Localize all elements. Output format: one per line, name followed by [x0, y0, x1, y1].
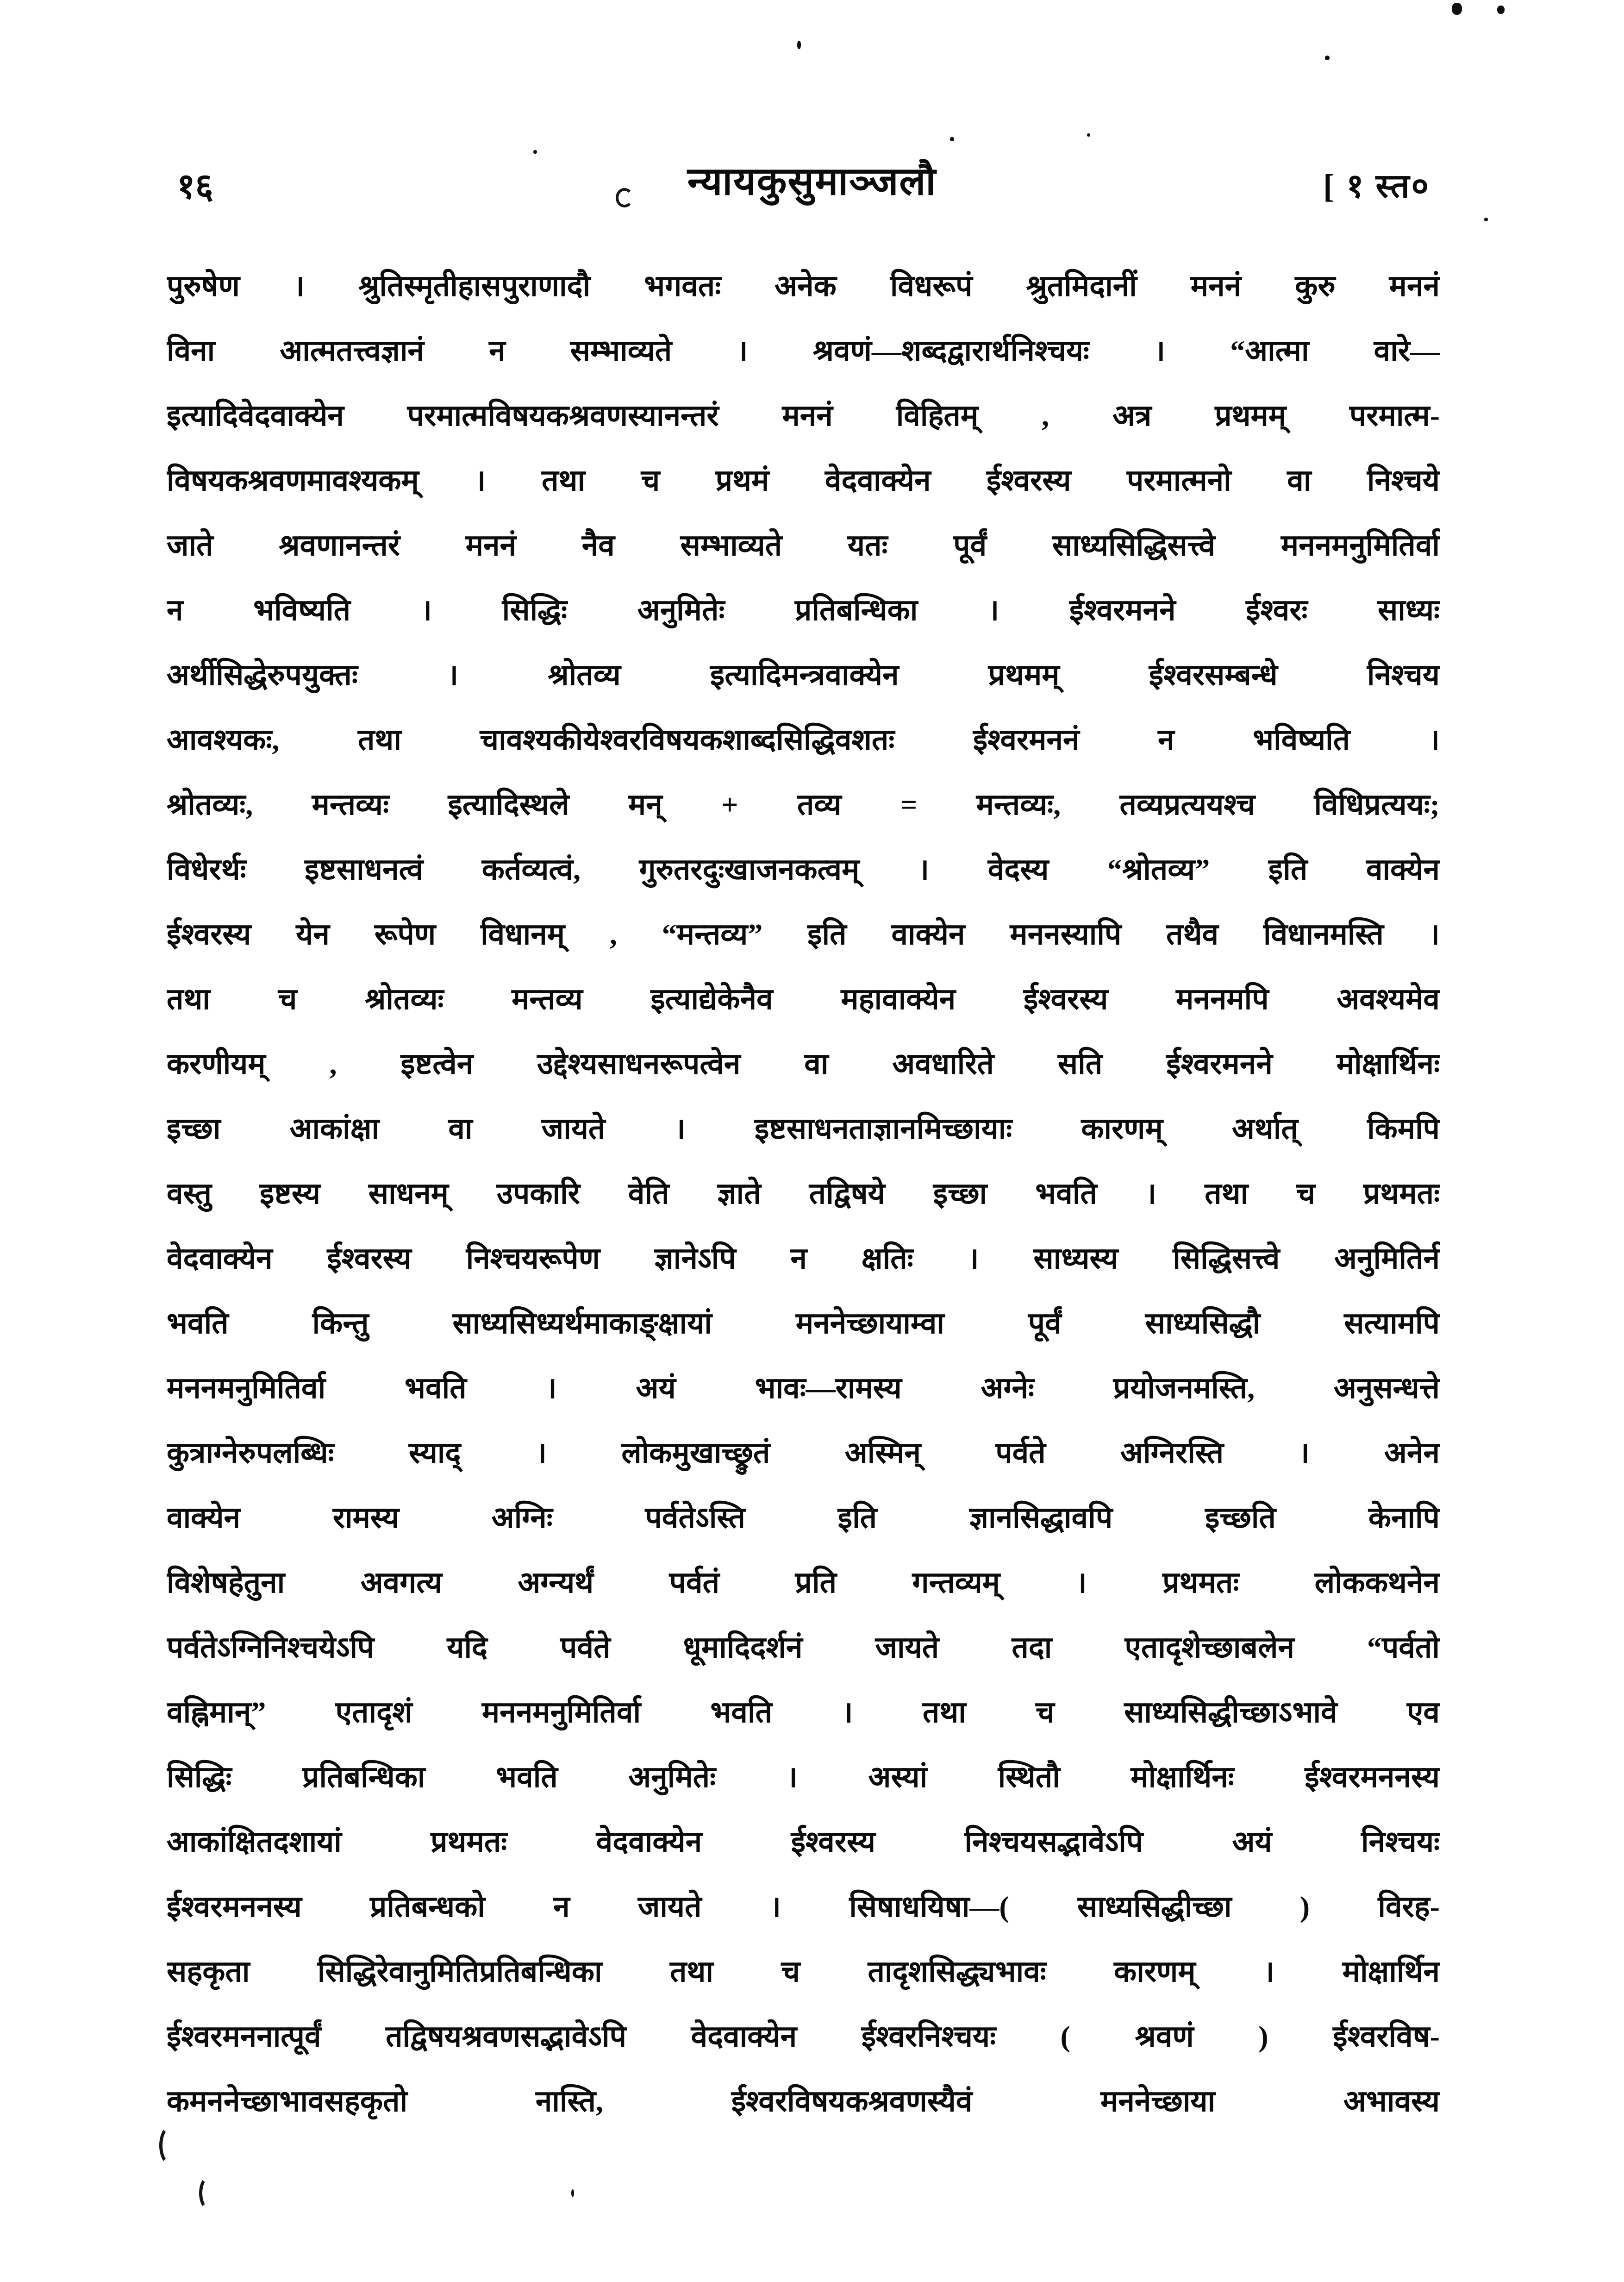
ink-speck [1484, 218, 1488, 221]
section-marker: [ १ स्त० [1323, 168, 1430, 205]
text-line: तथा च श्रोतव्यः मन्तव्य इत्याद्येकेनैव महावाक्येन ईश्वरस्य मननमपि अवश्यमेव [167, 983, 1440, 1016]
ink-speck [1087, 133, 1090, 137]
text-line: वेदवाक्येन ईश्वरस्य निश्चयरूपेण ज्ञानेऽपि न क्षतिः । साध्यस्य सिद्धिसत्त्वे अनुमितिर्न [167, 1242, 1440, 1275]
text-line: वाक्येन रामस्य अग्निः पर्वतेऽस्ति इति ज्ञानसिद्धावपि इच्छति केनापि [167, 1501, 1440, 1534]
text-line: ईश्वरमननस्य प्रतिबन्धको न जायते । सिषाधयिषा—( साध्यसिद्धीच्छा ) विरह- [167, 1890, 1440, 1923]
text-line: कुत्राग्नेरुपलब्धिः स्याद् । लोकमुखाच्छ्रुतं अस्मिन् पर्वते अग्निरस्ति । अनेन [167, 1436, 1440, 1469]
ink-speck [950, 137, 954, 141]
text-line: आकांक्षितदशायां प्रथमतः वेदवाक्येन ईश्वरस्य निश्चयसद्भावेऽपि अयं निश्चयः [167, 1825, 1440, 1858]
ink-speck [1497, 6, 1505, 14]
text-line: वह्निमान्” एतादृशं मननमनुमितिर्वा भवति । तथा च साध्यसिद्धीच्छाऽभावे एव [167, 1696, 1440, 1729]
ink-speck [571, 2189, 574, 2197]
text-line: जाते श्रवणानन्तरं मननं नैव सम्भाव्यते यतः पूर्वं साध्यसिद्धिसत्त्वे मननमनुमितिर्वा [167, 529, 1440, 562]
ink-speck [1325, 56, 1330, 60]
ink-curl [199, 2176, 218, 2210]
text-line: न भविष्यति । सिद्धिः अनुमितेः प्रतिबन्धिका । ईश्वरमनने ईश्वरः साध्यः [167, 594, 1440, 627]
ink-curl [159, 2125, 181, 2165]
text-line: इच्छा आकांक्षा वा जायते । इष्टसाधनताज्ञानमिच्छायाः कारणम् अर्थात् किमपि [167, 1112, 1440, 1145]
text-line: इत्यादिवेदवाक्येन परमात्मविषयकश्रवणस्यानन्तरं मननं विहितम् , अत्र प्रथमम् परमात्म- [167, 399, 1440, 432]
text-line: पुरुषेण । श्रुतिस्मृतीहासपुराणादौ भगवतः अनेक विधरूपं श्रुतमिदानीं मननं कुरु मननं [167, 270, 1440, 302]
text-line: विषयकश्रवणमावश्यकम् । तथा च प्रथमं वेदवाक्येन ईश्वरस्य परमात्मनो वा निश्चये [167, 464, 1440, 497]
page-number: १६ [177, 167, 214, 206]
text-line: विधेरर्थः इष्टसाधनत्वं कर्तव्यत्वं, गुरुतरदुःखाजनकत्वम् । वेदस्य “श्रोतव्य” इति वाक्येन [167, 853, 1440, 886]
ink-speck [1452, 3, 1462, 15]
text-line: मननमनुमितिर्वा भवति । अयं भावः—रामस्य अग्नेः प्रयोजनमस्ति, अनुसन्धत्ते [167, 1372, 1440, 1404]
text-line: भवति किन्तु साध्यसिध्यर्थमाकाङ्क्षायां मननेच्छायाम्वा पूर्वं साध्यसिद्धौ सत्यामपि [167, 1307, 1440, 1340]
text-line: वस्तु इष्टस्य साधनम् उपकारि वेति ज्ञाते तद्विषये इच्छा भवति । तथा च प्रथमतः [167, 1177, 1440, 1210]
text-line: विना आत्मतत्त्वज्ञानं न सम्भाव्यते । श्रवणं—शब्दद्वारार्थनिश्चयः । “आत्मा वारे— [167, 334, 1440, 367]
text-line: सहकृता सिद्धिरेवानुमितिप्रतिबन्धिका तथा च तादृशसिद्ध्यभावः कारणम् । मोक्षार्थिन [167, 1955, 1440, 1988]
text-line: सिद्धिः प्रतिबन्धिका भवति अनुमितेः । अस्यां स्थितौ मोक्षार्थिनः ईश्वरमननस्य [167, 1761, 1440, 1793]
ink-speck [797, 41, 801, 49]
body-text [167, 254, 1440, 2134]
text-line: विशेषहेतुना अवगत्य अग्न्यर्थं पर्वतं प्रति गन्तव्यम् । प्रथमतः लोककथनेन [167, 1566, 1440, 1599]
text-line: कमननेच्छाभावसहकृतो नास्ति, ईश्वरविषयकश्रवणस्यैवं मननेच्छाया अभावस्य [167, 2085, 1440, 2118]
ink-speck [533, 150, 537, 154]
page-title: न्यायकुसुमाञ्जलौ [687, 160, 937, 203]
text-line: ईश्वरस्य येन रूपेण विधानम् , “मन्तव्य” इति वाक्येन मननस्यापि तथैव विधानमस्ति । [167, 918, 1440, 951]
ink-ring [616, 188, 633, 207]
text-line: ईश्वरमननात्पूर्वं तद्विषयश्रवणसद्भावेऽपि वेदवाक्येन ईश्वरनिश्चयः ( श्रवणं ) ईश्वरविष- [167, 2020, 1440, 2053]
text-line: आवश्यकः, तथा चावश्यकीयेश्वरविषयकशाब्दसिद्धिवशतः ईश्वरमननं न भविष्यति । [167, 723, 1440, 756]
text-line: अर्थीसिद्धेरुपयुक्तः । श्रोतव्य इत्यादिमन्त्रवाक्येन प्रथमम् ईश्वरसम्बन्धे निश्चय [167, 658, 1440, 691]
text-line: पर्वतेऽग्निनिश्चयेऽपि यदि पर्वते धूमादिदर्शनं जायते तदा एतादृशेच्छाबलेन “पर्वतो [167, 1631, 1440, 1664]
text-line: करणीयम् , इष्टत्वेन उद्देश्यसाधनरूपत्वेन वा अवधारिते सति ईश्वरमनने मोक्षार्थिनः [167, 1047, 1440, 1080]
text-line: श्रोतव्यः, मन्तव्यः इत्यादिस्थले मन् + तव्य = मन्तव्यः, तव्यप्रत्ययश्च विधिप्रत्ययः; [167, 788, 1440, 821]
